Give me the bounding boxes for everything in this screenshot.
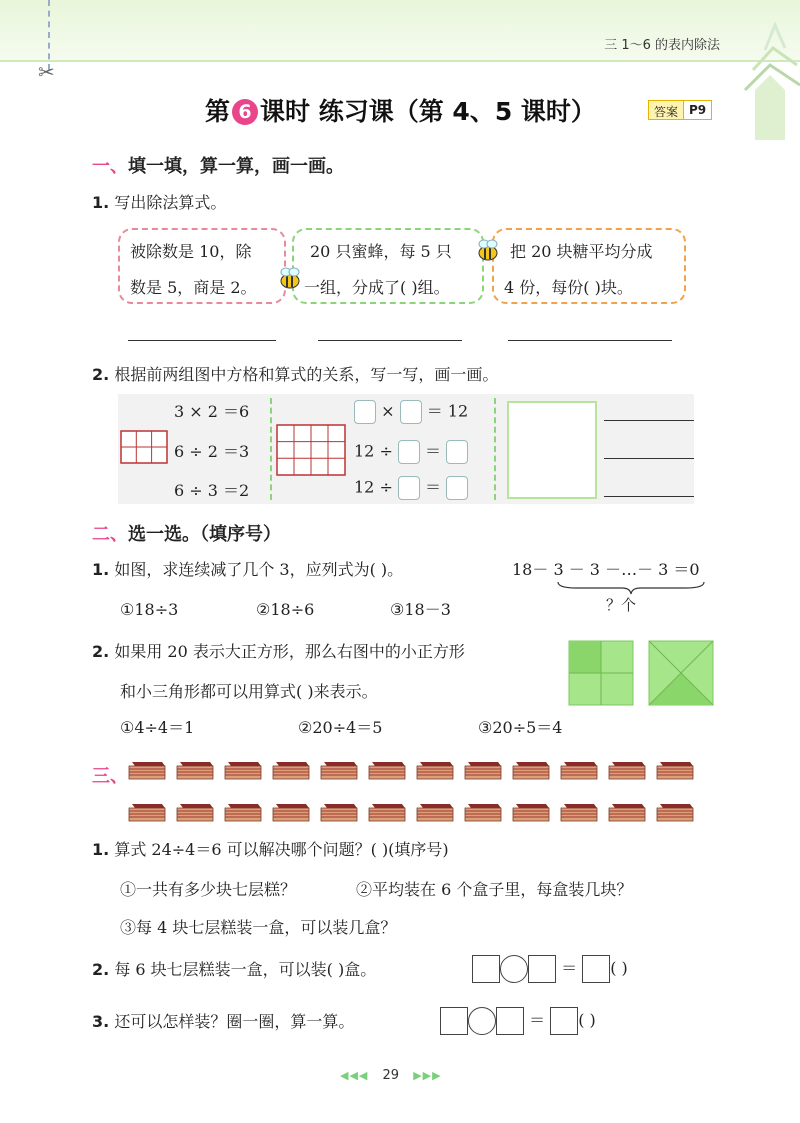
s3-q1-option-2[interactable]: ②平均装在 6 个盒子里，每盒装几块？ [356, 880, 633, 899]
eq-div-1: 6 ÷ 2 ＝3 [174, 442, 250, 461]
option-3[interactable]: ③18－3 [390, 600, 451, 619]
section-1-heading: 一、填一填，算一算，画一画。 [92, 156, 344, 177]
answer-line-1[interactable] [128, 340, 276, 341]
bubble-2: 20 只蜜蜂，每 5 只 一组，分成了( )组。 [292, 228, 484, 304]
eq-2-div-1: 12 ÷ ＝ [354, 440, 468, 464]
option-1[interactable]: ①4÷4＝1 [120, 718, 195, 737]
option-2[interactable]: ②20÷4＝5 [298, 718, 383, 737]
divider [494, 398, 496, 500]
eq-div-2: 6 ÷ 3 ＝2 [174, 481, 250, 500]
section-2-heading: 二、选一选。（填序号） [92, 524, 281, 545]
blank-box[interactable] [440, 1007, 468, 1035]
s2-q2-line1: 2. 如果用 20 表示大正方形，那么右图中的小正方形 [92, 642, 465, 661]
blank-box[interactable] [400, 400, 422, 424]
layer-cake-icon [128, 758, 166, 780]
s2-q1: 1. 如图，求连续减了几个 3，应列式为( )。 [92, 560, 404, 579]
blank-box[interactable] [398, 440, 420, 464]
draw-area[interactable] [507, 401, 597, 499]
left-arrows-icon: ◀◀◀ [340, 1069, 369, 1082]
bubble-3: 把 20 块糖平均分成 4 份，每份( )块。 [492, 228, 686, 304]
layer-cake-icon [128, 800, 166, 822]
layer-cake-icon [512, 800, 550, 822]
right-arrows-icon: ▶▶▶ [413, 1069, 442, 1082]
scissors-icon: ✂ [38, 60, 55, 84]
s3-q1-option-3[interactable]: ③每 4 块七层糕装一盒，可以装几盒？ [120, 918, 397, 937]
big-square-triangles [648, 640, 714, 706]
layer-cake-icon [176, 758, 214, 780]
layer-cake-icon [656, 758, 694, 780]
grid-3x2 [120, 430, 168, 464]
answer-tag[interactable]: 答案 P9 [648, 100, 712, 120]
bee-icon [474, 238, 502, 264]
grid-4x3 [276, 424, 346, 476]
s1-q1: 1. 写出除法算式。 [92, 193, 227, 212]
layer-cake-icon [176, 800, 214, 822]
layer-cake-icon [656, 800, 694, 822]
layer-cake-icon [272, 758, 310, 780]
layer-cake-icon [368, 758, 406, 780]
answer-line[interactable] [604, 458, 694, 459]
blank-box[interactable] [472, 955, 500, 983]
blank-box[interactable] [528, 955, 556, 983]
answer-line-2[interactable] [318, 340, 462, 341]
bee-icon [276, 266, 304, 292]
s3-q2-equation: ＝ ( ) [472, 955, 628, 983]
layer-cake-icon [416, 800, 454, 822]
option-3[interactable]: ③20÷5＝4 [478, 718, 563, 737]
pagoda-decoration-icon [735, 20, 800, 140]
layer-cake-icon [320, 758, 358, 780]
s3-q1-option-1[interactable]: ①一共有多少块七层糕？ [120, 880, 297, 899]
answer-line[interactable] [604, 496, 694, 497]
layer-cake-icon [608, 758, 646, 780]
big-square-quarters [568, 640, 634, 706]
subtraction-expression: 18－ 3 － 3 －…－ 3 ＝0 [512, 560, 700, 579]
s3-q2: 2. 每 6 块七层糕装一盒，可以装( )盒。 [92, 960, 377, 979]
layer-cake-icon [368, 800, 406, 822]
s3-q1: 1. 算式 24÷4＝6 可以解决哪个问题？( )(填序号) [92, 840, 449, 859]
layer-cake-icon [224, 758, 262, 780]
page-title: 第 6 课时 练习课（第 4、5 课时） [205, 97, 596, 126]
layer-cake-icon [560, 800, 598, 822]
blank-box[interactable] [582, 955, 610, 983]
page-number: 29 [382, 1068, 400, 1083]
blank-box[interactable] [496, 1007, 524, 1035]
layer-cake-icon [464, 758, 502, 780]
layer-cake-icon [272, 800, 310, 822]
eq-2-mult: × ＝ 12 [354, 400, 468, 424]
blank-box[interactable] [446, 440, 468, 464]
layer-cake-icon [464, 800, 502, 822]
eq-2-div-2: 12 ÷ ＝ [354, 476, 468, 500]
blank-box[interactable] [354, 400, 376, 424]
cake-row-1 [128, 758, 708, 784]
blank-box[interactable] [550, 1007, 578, 1035]
layer-cake-icon [224, 800, 262, 822]
option-2[interactable]: ②18÷6 [256, 600, 315, 619]
blank-box[interactable] [446, 476, 468, 500]
answer-line-3[interactable] [508, 340, 672, 341]
operator-circle[interactable] [500, 955, 528, 983]
layer-cake-icon [560, 758, 598, 780]
lesson-number-badge: 6 [232, 99, 258, 125]
option-1[interactable]: ①18÷3 [120, 600, 179, 619]
s2-q2-line2: 和小三角形都可以用算式( )来表示。 [120, 682, 378, 701]
divider [270, 398, 272, 500]
cake-row-2 [128, 800, 708, 826]
operator-circle[interactable] [468, 1007, 496, 1035]
s3-q3-equation: ＝ ( ) [440, 1007, 596, 1035]
page-footer [340, 1068, 442, 1083]
unit-label: 三 1～6 的表内除法 [604, 38, 720, 53]
layer-cake-icon [320, 800, 358, 822]
s1-q2: 2. 根据前两组图中方格和算式的关系，写一写，画一画。 [92, 365, 499, 384]
blank-box[interactable] [398, 476, 420, 500]
section-3-heading: 三、 [92, 766, 128, 787]
brace-label: ？个 [606, 596, 637, 614]
eq-mult: 3 × 2 ＝6 [174, 402, 250, 421]
brace [556, 580, 706, 596]
s3-q3: 3. 还可以怎样装？圈一圈，算一算。 [92, 1012, 355, 1031]
layer-cake-icon [416, 758, 454, 780]
bubble-1: 被除数是 10，除 数是 5，商是 2。 [118, 228, 286, 304]
answer-line[interactable] [604, 420, 694, 421]
layer-cake-icon [512, 758, 550, 780]
layer-cake-icon [608, 800, 646, 822]
